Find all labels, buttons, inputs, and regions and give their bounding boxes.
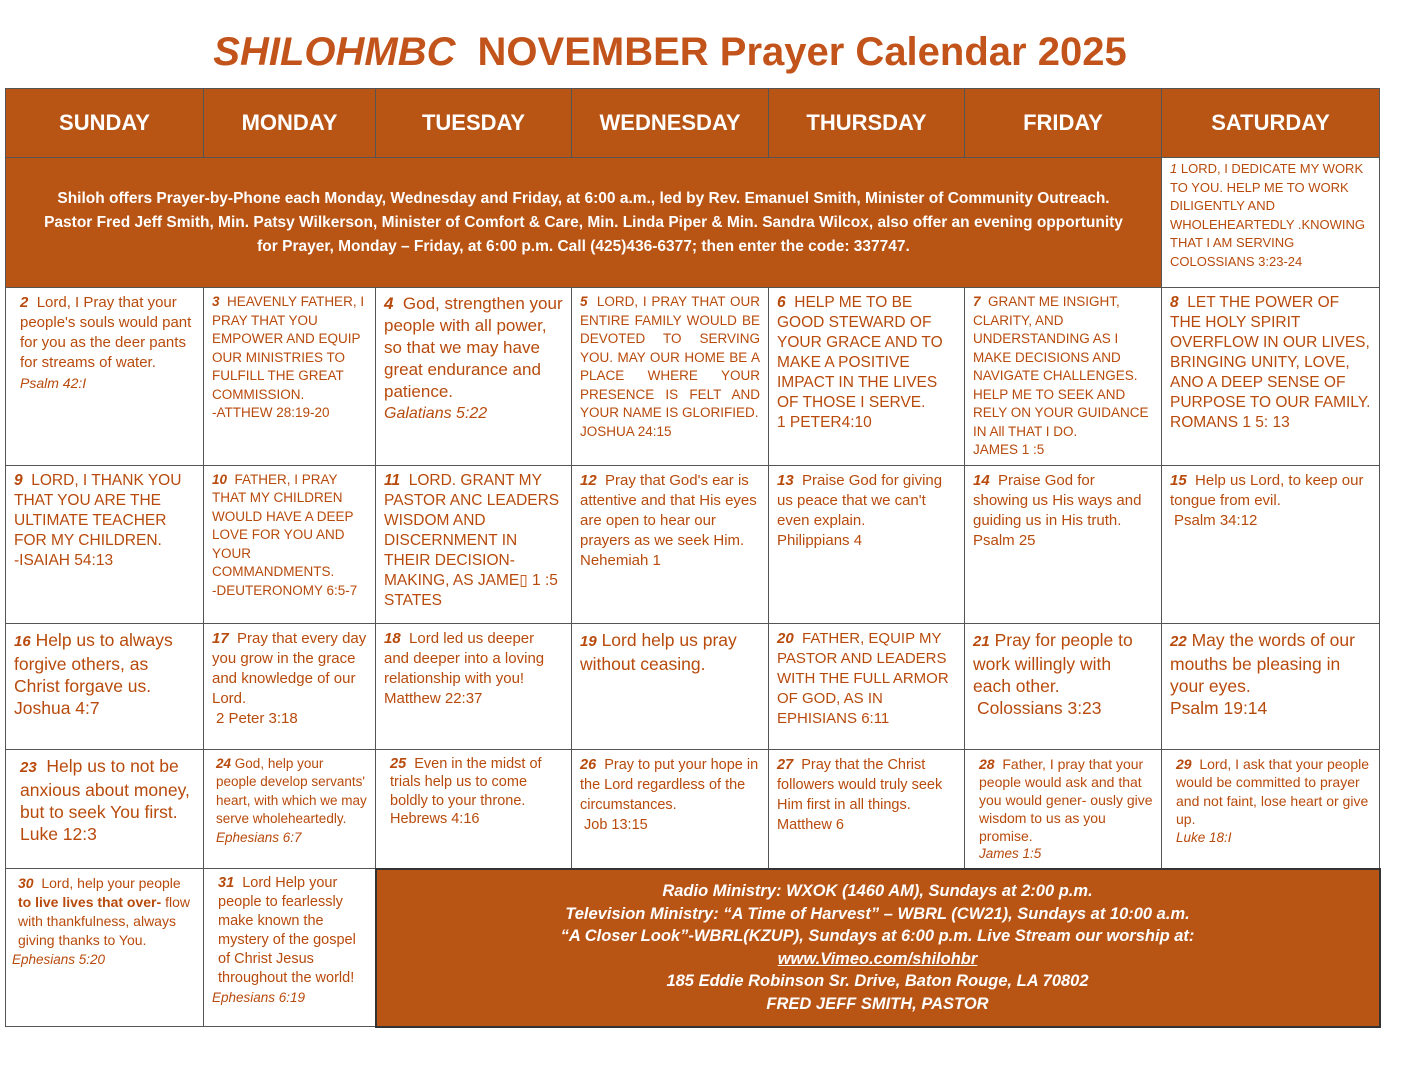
day-cell-23 xyxy=(6,749,204,869)
scripture-ref: Joshua 4:7 xyxy=(14,697,100,718)
day-cell-22 xyxy=(1162,623,1380,749)
day-number: 15 xyxy=(1170,471,1187,489)
day-cell-20 xyxy=(769,623,965,749)
day-cell-1 xyxy=(1162,158,1380,288)
day-number: 1 xyxy=(1170,161,1178,176)
scripture-ref: Hebrews 4:16 xyxy=(390,811,480,827)
prayer-text: Lord, I ask that your people would be committed to prayer and not faint, lose heart or give up. xyxy=(1176,755,1370,827)
prayer-text: Father, I pray that your people would ask and that you would gener- ously give wisdom to us as you promise. xyxy=(979,755,1153,844)
day-number: 28 xyxy=(979,755,995,772)
banner-line: Pastor Fred Jeff Smith, Min. Patsy Wilkerson, Minister of Comfort & Care, Min. Linda Piper & Min. Sandra Wilcox, also offer an evening opportunity xyxy=(44,213,1123,231)
prayer-text: FATHER, I PRAY THAT MY CHILDREN WOULD HAVE A DEEP LOVE FOR YOU AND YOUR COMMANDMENTS. xyxy=(212,471,354,579)
prayer-calendar xyxy=(5,88,1381,1028)
day-cell-9 xyxy=(6,465,204,623)
scripture-ref: Ephesians 5:20 xyxy=(12,952,106,967)
prayer-text: GRANT ME INSIGHT, CLARITY, AND UNDERSTANDING AS I MAKE DECISIONS AND NAVIGATE CHALLENGES. HELP ME TO SEEK AND RELY ON YOUR GUIDANCE IN All THAT I DO. xyxy=(973,294,1149,439)
scripture-ref: Philippians 4 xyxy=(777,531,863,549)
day-cell-16 xyxy=(6,623,204,749)
week-row xyxy=(6,869,1380,1027)
scripture-ref: JOSHUA 24:15 xyxy=(580,423,672,439)
week-row xyxy=(6,749,1380,869)
day-cell-29 xyxy=(1162,749,1380,869)
day-cell-17 xyxy=(204,623,376,749)
prayer-text: Help us to always forgive others, as Christ forgave us. xyxy=(14,629,173,696)
day-header: SUNDAY xyxy=(6,89,204,158)
church-address: 185 Eddie Robinson Sr. Drive, Baton Rouge, LA 70802 xyxy=(666,972,1089,990)
prayer-text: HEAVENLY FATHER, I PRAY THAT YOU EMPOWER AND EQUIP OUR MINISTRIES TO FULFILL THE GREAT COMMISSION. xyxy=(212,294,365,402)
day-header: THURSDAY xyxy=(769,89,965,158)
prayer-text: Lord, help your people xyxy=(41,875,181,891)
day-number: 11 xyxy=(384,471,401,489)
day-number: 9 xyxy=(14,471,23,489)
scripture-ref: Job 13:15 xyxy=(584,816,648,833)
scripture-ref: -DEUTERONOMY 6:5-7 xyxy=(212,582,358,598)
scripture-ref: -ISAIAH 54:13 xyxy=(14,551,114,569)
day-cell-26 xyxy=(572,749,769,869)
day-cell-10 xyxy=(204,465,376,623)
prayer-text-bold: to live lives that over- xyxy=(18,894,162,910)
prayer-text: Praise God for showing us His ways and guiding us in His truth. xyxy=(973,471,1142,529)
prayer-text: LORD, I DEDICATE MY WORK TO YOU. HELP ME TO WORK DILIGENTLY AND WHOLEHEARTEDLY .KNOWING THAT I AM SERVING xyxy=(1170,161,1366,250)
scripture-ref: Matthew 6 xyxy=(777,816,844,833)
day-number: 3 xyxy=(212,294,220,309)
day-cell-24 xyxy=(204,749,376,869)
day-cell-14 xyxy=(965,465,1162,623)
prayer-text: Pray that God's ear is attentive and that His eyes are open to hear our prayers as we seek Him. xyxy=(580,471,757,549)
scripture-ref: Matthew 22:37 xyxy=(384,689,483,707)
prayer-text: LORD, I PRAY THAT OUR ENTIRE FAMILY WOULD BE DEVOTED TO SERVING YOU. MAY OUR HOME BE A PLACE WHERE YOUR PRESENCE IS FELT AND YOUR NAME IS GLORIFIED. xyxy=(580,294,760,420)
weekday-header-row xyxy=(6,89,1380,158)
day-number: 4 xyxy=(384,294,394,313)
church-brand: SHILOHMBC xyxy=(213,30,456,74)
scripture-ref: Nehemiah 1 xyxy=(580,551,661,569)
prayer-text: HELP ME TO BE GOOD STEWARD OF YOUR GRACE AND TO MAKE A POSITIVE IMPACT IN THE LIVES OF THOSE I SERVE. xyxy=(777,294,943,411)
day-number: 12 xyxy=(580,471,597,489)
ministry-info-footer xyxy=(376,869,1380,1027)
prayer-text: Praise God for giving us peace that we can't even explain. xyxy=(777,471,943,529)
scripture-ref: James 1:5 xyxy=(979,845,1042,861)
day-cell-3 xyxy=(204,288,376,466)
day-number: 14 xyxy=(973,471,990,489)
day-number: 27 xyxy=(777,756,794,773)
day-cell-25 xyxy=(376,749,572,869)
day-number: 30 xyxy=(18,875,34,891)
day-cell-4 xyxy=(376,288,572,466)
scripture-ref: Luke 18:I xyxy=(1176,829,1232,845)
scripture-ref: Psalm 19:14 xyxy=(1170,697,1268,718)
prayer-text: May the words of our mouths be pleasing in your eyes. xyxy=(1170,629,1355,696)
prayer-text: Even in the midst of trials help us to come boldly to your throne. xyxy=(390,755,542,809)
prayer-text: flow with thankfulness, always giving thanks to You. xyxy=(18,894,190,948)
page-title xyxy=(0,28,1340,76)
day-number: 29 xyxy=(1176,755,1192,772)
prayer-phone-banner xyxy=(6,158,1162,288)
prayer-text: Lord led us deeper and deeper into a loving relationship with you! xyxy=(384,629,545,687)
scripture-ref: COLOSSIANS 3:23-24 xyxy=(1170,253,1303,269)
prayer-text: LET THE POWER OF THE HOLY SPIRIT OVERFLOW IN OUR LIVES, BRINGING UNITY, LOVE, ANO A DEEP SENSE OF PURPOSE TO OUR FAMILY. xyxy=(1170,294,1371,411)
day-cell-31 xyxy=(204,869,376,1027)
day-number: 25 xyxy=(390,755,407,772)
day-number: 24 xyxy=(216,755,232,771)
week-row xyxy=(6,288,1380,466)
day-cell-7 xyxy=(965,288,1162,466)
vimeo-link[interactable]: www.Vimeo.com/shilohbr xyxy=(777,949,978,968)
prayer-text: Pray for people to work willingly with each other. xyxy=(973,629,1133,696)
day-number: 7 xyxy=(973,294,981,309)
day-cell-15 xyxy=(1162,465,1380,623)
live-stream-line xyxy=(387,925,1369,970)
television-ministry: Television Ministry: “A Time of Harvest” – WBRL (CW21), Sundays at 10:00 a.m. xyxy=(565,904,1190,923)
prayer-text: God, strengthen your people with all power, so that we may have great endurance and patience. xyxy=(384,294,563,401)
prayer-text: God, help your people develop servants' heart, with which we may serve wholeheartedly. xyxy=(216,755,367,826)
scripture-ref: Psalm 25 xyxy=(973,531,1036,549)
prayer-text: Lord Help your people to fearlessly make known the mystery of the gospel of Christ Jesus throughout the world! xyxy=(218,875,356,986)
scripture-ref: 2 Peter 3:18 xyxy=(216,709,298,727)
day-number: 2 xyxy=(20,294,29,311)
banner-line: Shiloh offers Prayer-by-Phone each Monday, Wednesday and Friday, at 6:00 a.m., led by Rev. Emanuel Smith, Minister of Community Outreach. xyxy=(57,189,1110,207)
live-stream-text: “A Closer Look”-WBRL(KZUP), Sundays at 6:00 p.m. Live Stream our worship at: xyxy=(560,927,1195,945)
day-number: 16 xyxy=(14,632,31,650)
prayer-text: Pray that every day you grow in the grace and knowledge of our Lord. xyxy=(212,629,367,707)
day-cell-11 xyxy=(376,465,572,623)
prayer-text: Lord, I Pray that your people's souls would pant for you as the deer pants for streams of water. xyxy=(20,294,192,371)
prayer-text: LORD. GRANT MY PASTOR ANC LEADERS WISDOM AND DISCERNMENT IN THEIR DECISION-MAKING, AS JAME▯ 1 :5 STATES xyxy=(384,471,560,609)
day-number: 8 xyxy=(1170,294,1179,311)
week-row xyxy=(6,158,1380,288)
scripture-ref: Colossians 3:23 xyxy=(977,697,1102,718)
scripture-ref: ROMANS 1 5: 13 xyxy=(1170,414,1290,431)
radio-ministry: Radio Ministry: WXOK (1460 AM), Sundays at 2:00 p.m. xyxy=(662,882,1093,900)
day-cell-21 xyxy=(965,623,1162,749)
day-number: 17 xyxy=(212,629,229,647)
day-number: 31 xyxy=(218,875,235,891)
day-number: 18 xyxy=(384,629,401,647)
prayer-text: FATHER, EQUIP MY PASTOR AND LEADERS WITH THE FULL ARMOR OF GOD, AS IN EPHISIANS 6:11 xyxy=(777,629,949,727)
day-cell-8 xyxy=(1162,288,1380,466)
day-header: SATURDAY xyxy=(1162,89,1380,158)
scripture-ref: Ephesians 6:7 xyxy=(216,829,302,845)
prayer-text: Pray that the Christ followers would truly seek Him first in all things. xyxy=(777,756,943,813)
prayer-text: LORD, I THANK YOU THAT YOU ARE THE ULTIMATE TEACHER FOR MY CHILDREN. xyxy=(14,471,182,549)
day-cell-2 xyxy=(6,288,204,466)
banner-line: for Prayer, Monday – Friday, at 6:00 p.m. Call (425)436-6377; then enter the code: 337747. xyxy=(257,237,910,255)
prayer-text: Pray to put your hope in the Lord regardless of the circumstances. xyxy=(580,756,759,813)
day-cell-13 xyxy=(769,465,965,623)
calendar-title: NOVEMBER Prayer Calendar 2025 xyxy=(477,30,1127,74)
scripture-ref: Psalm 42:I xyxy=(20,375,87,391)
day-number: 6 xyxy=(777,294,786,311)
scripture-ref: Luke 12:3 xyxy=(20,823,97,844)
prayer-text: Help us to not be anxious about money, but to seek You first. xyxy=(20,755,190,822)
day-cell-19 xyxy=(572,623,769,749)
day-header: TUESDAY xyxy=(376,89,572,158)
scripture-ref: Ephesians 6:19 xyxy=(212,990,306,1005)
day-cell-27 xyxy=(769,749,965,869)
week-row xyxy=(6,465,1380,623)
scripture-ref: -ATTHEW 28:19-20 xyxy=(212,405,330,420)
day-number: 22 xyxy=(1170,632,1187,650)
scripture-ref: Galatians 5:22 xyxy=(384,405,488,422)
day-header: FRIDAY xyxy=(965,89,1162,158)
day-header: MONDAY xyxy=(204,89,376,158)
day-cell-30 xyxy=(6,869,204,1027)
prayer-text: Lord help us pray without ceasing. xyxy=(580,629,737,674)
day-cell-12 xyxy=(572,465,769,623)
scripture-ref: 1 PETER4:10 xyxy=(777,414,872,431)
day-cell-28 xyxy=(965,749,1162,869)
day-header: WEDNESDAY xyxy=(572,89,769,158)
scripture-ref: Psalm 34:12 xyxy=(1174,511,1258,529)
day-cell-5 xyxy=(572,288,769,466)
day-number: 5 xyxy=(580,294,588,309)
day-number: 13 xyxy=(777,471,794,489)
scripture-ref: JAMES 1 :5 xyxy=(973,442,1045,457)
week-row xyxy=(6,623,1380,749)
day-number: 10 xyxy=(212,471,228,487)
day-number: 23 xyxy=(20,758,37,776)
day-cell-6 xyxy=(769,288,965,466)
day-number: 26 xyxy=(580,756,597,773)
day-cell-18 xyxy=(376,623,572,749)
pastor-name: FRED JEFF SMITH, PASTOR xyxy=(766,994,989,1013)
day-number: 19 xyxy=(580,632,597,650)
day-number: 21 xyxy=(973,632,990,650)
day-number: 20 xyxy=(777,629,794,647)
prayer-text: Help us Lord, to keep our tongue from evil. xyxy=(1170,471,1364,509)
